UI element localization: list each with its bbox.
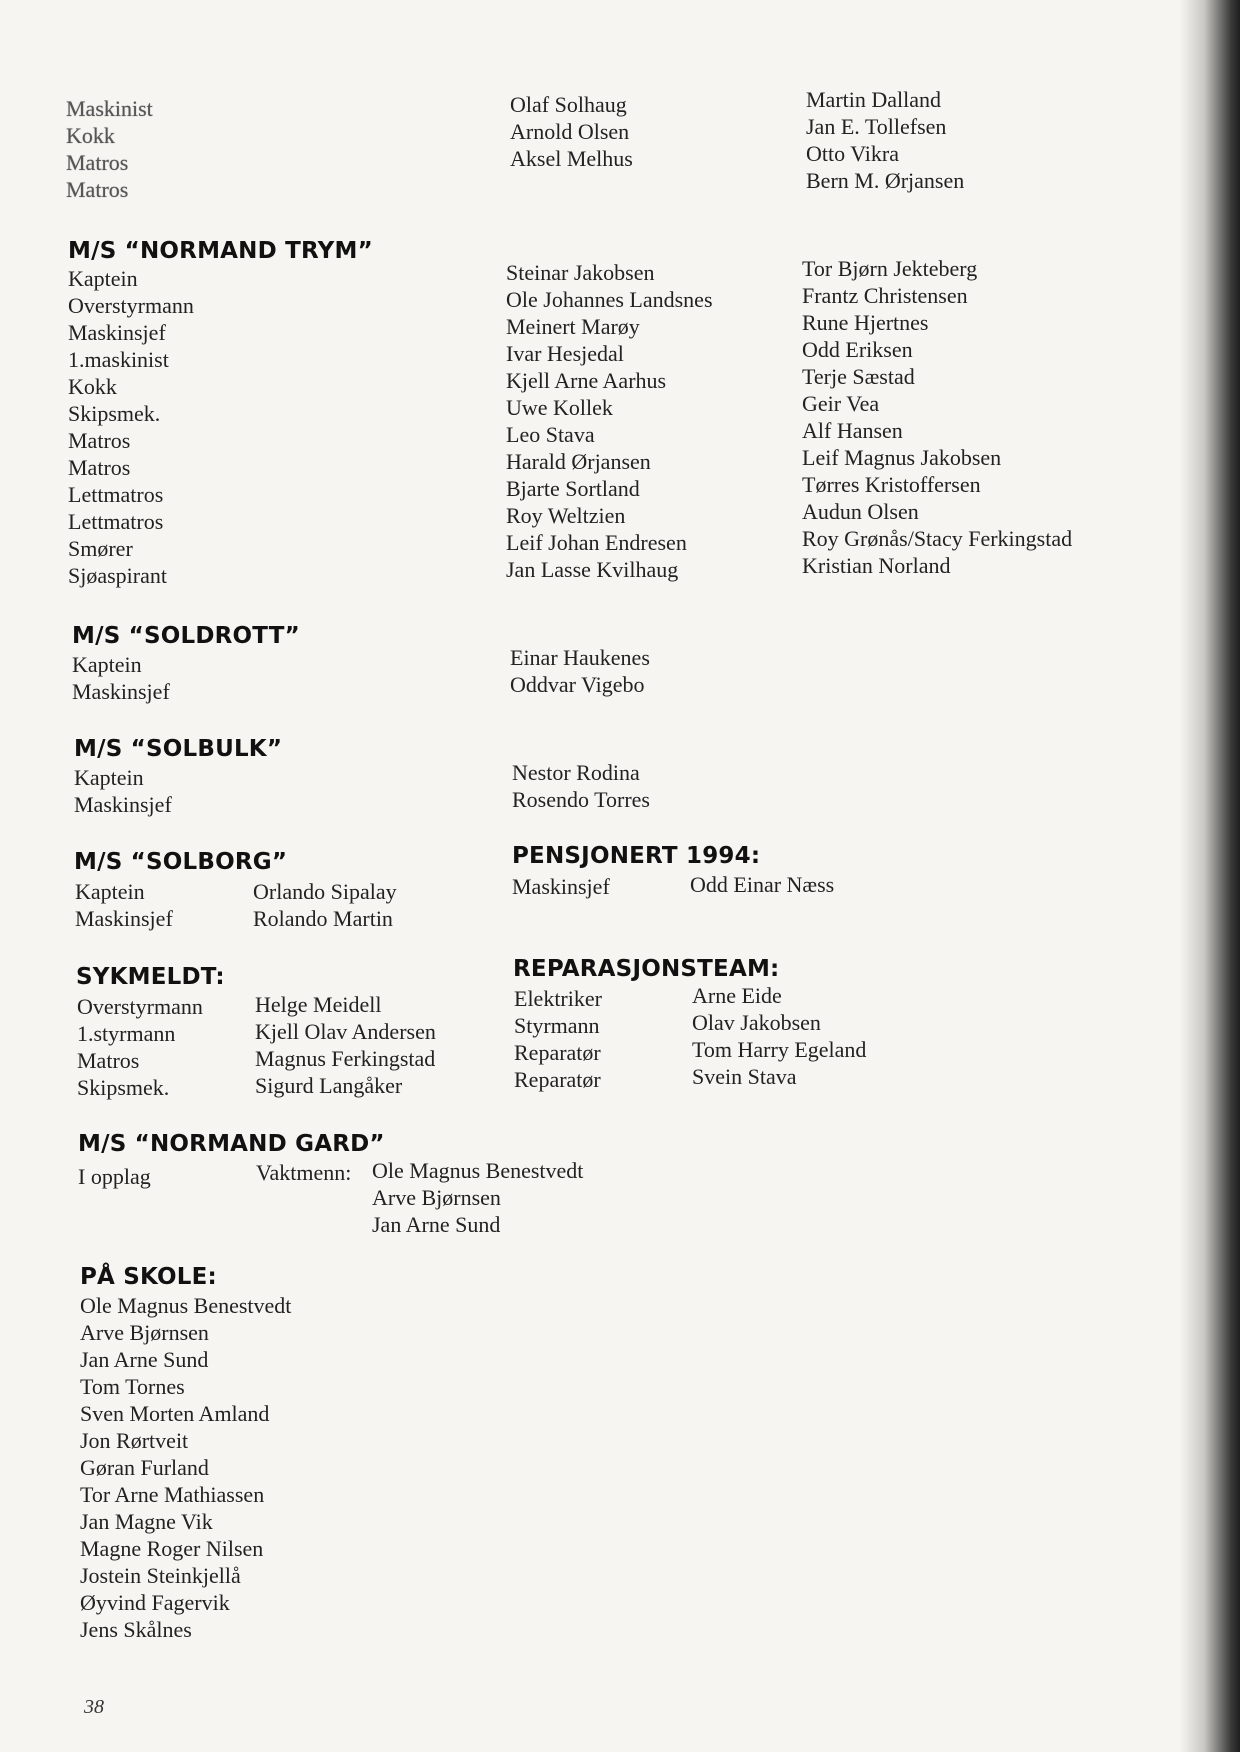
section-heading-normand-gard: M/S “NORMAND GARD”: [78, 1131, 385, 1157]
crew-name: Nestor Rodina: [512, 760, 640, 785]
student-name: Tom Tornes: [80, 1374, 185, 1399]
crew-name: Arne Eide: [692, 983, 782, 1008]
student-name: Arve Bjørnsen: [80, 1320, 209, 1345]
role-label: Kokk: [68, 374, 117, 399]
crew-name: Sigurd Langåker: [255, 1073, 403, 1098]
text-line: Jan E. Tollefsen: [806, 114, 947, 139]
skole-names: [80, 1292, 291, 1643]
trym-roles: [68, 265, 194, 589]
crew-name: Tom Harry Egeland: [692, 1037, 867, 1062]
role-label: Matros: [77, 1048, 140, 1073]
vaktmenn-label: Vaktmenn:: [256, 1160, 352, 1185]
section-heading-sykmeldt: SYKMELDT:: [76, 964, 225, 990]
role-label: Overstyrmann: [77, 994, 203, 1019]
page-number: 38: [84, 1696, 104, 1718]
reparasjon-names: [692, 982, 866, 1090]
student-name: Tor Arne Mathiassen: [80, 1482, 265, 1507]
crew-name: Odd Einar Næss: [690, 872, 835, 897]
crew-name: Leif Magnus Jakobsen: [802, 445, 1002, 470]
crew-name: Leo Stava: [506, 422, 595, 447]
crew-name: Terje Sæstad: [802, 364, 915, 389]
reparasjon-roles: [514, 985, 602, 1093]
crew-name: Roy Grønås/Stacy Ferkingstad: [802, 526, 1073, 551]
crew-name: Einar Haukenes: [510, 645, 650, 670]
crew-name: Rolando Martin: [253, 906, 393, 931]
trym-names-b: [802, 255, 1072, 579]
trym-names-a: [506, 259, 713, 583]
section-heading-normand-trym: M/S “NORMAND TRYM”: [68, 238, 373, 264]
crew-name: Meinert Marøy: [506, 314, 640, 339]
sykmeldt-roles: [77, 993, 203, 1101]
crew-name: Helge Meidell: [255, 992, 382, 1017]
text-line: Olaf Solhaug: [510, 92, 627, 117]
section-heading-pa-skole: PÅ SKOLE:: [80, 1264, 217, 1290]
crew-name: Leif Johan Endresen: [506, 530, 687, 555]
text-line: Matros: [66, 177, 129, 202]
student-name: Jan Arne Sund: [80, 1347, 209, 1372]
crew-name: Rune Hjertnes: [802, 310, 929, 335]
section-heading-soldrott: M/S “SOLDROTT”: [72, 623, 300, 649]
solborg-names: [253, 878, 397, 932]
crew-name: Rosendo Torres: [512, 787, 650, 812]
text-line: Arnold Olsen: [510, 119, 630, 144]
section-heading-solbulk: M/S “SOLBULK”: [74, 736, 283, 762]
crew-name: Alf Hansen: [802, 418, 903, 443]
role-label: Matros: [68, 455, 131, 480]
crew-name: Steinar Jakobsen: [506, 260, 655, 285]
student-name: Gøran Furland: [80, 1455, 209, 1480]
crew-name: Harald Ørjansen: [506, 449, 651, 474]
crew-name: Oddvar Vigebo: [510, 672, 645, 697]
col3-top-names: [806, 86, 964, 194]
student-name: Jostein Steinkjellå: [80, 1563, 241, 1588]
solbulk-roles: [74, 764, 172, 818]
crew-name: Ole Johannes Landsnes: [506, 287, 713, 312]
crew-name: Roy Weltzien: [506, 503, 626, 528]
top-left-fragment: [66, 95, 153, 203]
role-label: Skipsmek.: [77, 1075, 170, 1100]
text-line: Otto Vikra: [806, 141, 899, 166]
crew-name: Frantz Christensen: [802, 283, 968, 308]
student-name: Jon Rørtveit: [80, 1428, 189, 1453]
student-name: Ole Magnus Benestvedt: [80, 1293, 292, 1318]
crew-name: Kjell Olav Andersen: [255, 1019, 436, 1044]
role-label: Lettmatros: [68, 482, 164, 507]
crew-name: Audun Olsen: [802, 499, 919, 524]
crew-name: Geir Vea: [802, 391, 880, 416]
student-name: Jan Magne Vik: [80, 1509, 213, 1534]
role-label: Maskinsjef: [74, 792, 172, 817]
text-line: Bern M. Ørjansen: [806, 168, 965, 193]
student-name: Øyvind Fagervik: [80, 1590, 230, 1615]
role-label: Maskinsjef: [75, 906, 173, 931]
role-label: Maskinsjef: [72, 679, 170, 704]
student-name: Magne Roger Nilsen: [80, 1536, 264, 1561]
role-label: Elektriker: [514, 986, 602, 1011]
role-label: Kaptein: [68, 266, 138, 291]
book-spine-shadow: [1180, 0, 1240, 1752]
sykmeldt-names: [255, 991, 436, 1099]
crew-name: Svein Stava: [692, 1064, 797, 1089]
crew-name: Arve Bjørnsen: [372, 1185, 501, 1210]
role-label: 1.maskinist: [68, 347, 169, 372]
text-line: Maskinist: [66, 96, 153, 121]
crew-name: Uwe Kollek: [506, 395, 613, 420]
role-label: Matros: [68, 428, 131, 453]
crew-name: Bjarte Sortland: [506, 476, 640, 501]
text-line: Kokk: [66, 123, 115, 148]
section-heading-reparasjonsteam: REPARASJONSTEAM:: [513, 956, 780, 982]
student-name: Jens Skålnes: [80, 1617, 192, 1642]
crew-name: Olav Jakobsen: [692, 1010, 821, 1035]
role-label: Skipsmek.: [68, 401, 161, 426]
text-line: Aksel Melhus: [510, 146, 633, 171]
role-label: Maskinsjef: [512, 874, 610, 899]
role-label: Sjøaspirant: [68, 563, 167, 588]
crew-name: Jan Lasse Kvilhaug: [506, 557, 679, 582]
role-label: Lettmatros: [68, 509, 164, 534]
crew-name: Jan Arne Sund: [372, 1212, 501, 1237]
crew-name: Tørres Kristoffersen: [802, 472, 981, 497]
role-label: 1.styrmann: [77, 1021, 176, 1046]
section-heading-solborg: M/S “SOLBORG”: [74, 849, 288, 875]
text-line: Matros: [66, 150, 129, 175]
role-label: Kaptein: [75, 879, 145, 904]
student-name: Sven Morten Amland: [80, 1401, 270, 1426]
soldrott-roles: [72, 651, 170, 705]
soldrott-names: [510, 644, 650, 698]
crew-name: Odd Eriksen: [802, 337, 913, 362]
crew-name: Orlando Sipalay: [253, 879, 397, 904]
crew-name: Kristian Norland: [802, 553, 951, 578]
role-label: Overstyrmann: [68, 293, 194, 318]
status-label: I opplag: [78, 1164, 151, 1189]
col2-top-names: [510, 91, 633, 172]
solbulk-names: [512, 759, 650, 813]
crew-name: Ole Magnus Benestvedt: [372, 1158, 584, 1183]
crew-name: Tor Bjørn Jekteberg: [802, 256, 978, 281]
role-label: Kaptein: [72, 652, 142, 677]
crew-name: Ivar Hesjedal: [506, 341, 624, 366]
solborg-roles: [75, 878, 173, 932]
role-label: Maskinsjef: [68, 320, 166, 345]
crew-name: Kjell Arne Aarhus: [506, 368, 667, 393]
section-heading-pensjonert: PENSJONERT 1994:: [512, 843, 761, 869]
role-label: Reparatør: [514, 1040, 601, 1065]
crew-name: Magnus Ferkingstad: [255, 1046, 436, 1071]
role-label: Smører: [68, 536, 133, 561]
role-label: Styrmann: [514, 1013, 600, 1038]
vaktmenn-names: [372, 1157, 583, 1238]
role-label: Kaptein: [74, 765, 144, 790]
role-label: Reparatør: [514, 1067, 601, 1092]
text-line: Martin Dalland: [806, 87, 942, 112]
